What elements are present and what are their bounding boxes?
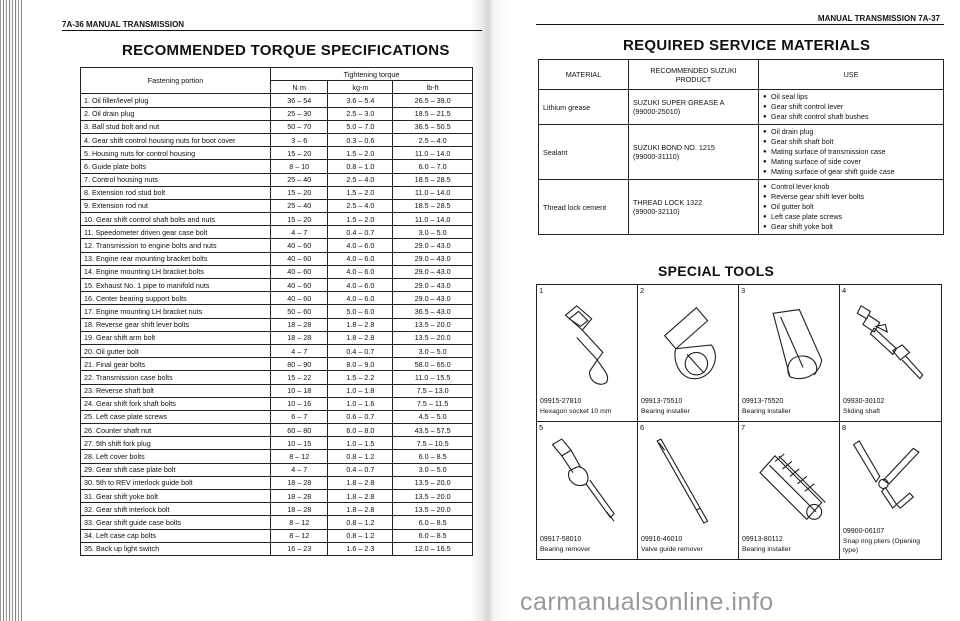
table-row: [81, 542, 473, 555]
fastening-portion-cell: 2. Oil drain plug: [81, 107, 271, 120]
torque-kgm-cell: 1.5 – 2.0: [328, 147, 393, 160]
fastening-portion-cell: 26. Counter shaft nut: [81, 424, 271, 437]
tool-cell: [739, 285, 840, 422]
fastening-portion-cell: 29. Gear shift case plate bolt: [81, 463, 271, 476]
table-row: [81, 199, 473, 212]
fastening-portion-cell: 31. Gear shift yoke bolt: [81, 490, 271, 503]
torque-lbft-cell: 12.0 – 16.5: [393, 542, 473, 555]
tool-number: 7: [741, 423, 746, 432]
torque-lbft-cell: 2.5 – 4.0: [393, 133, 473, 146]
material-cell: Sealant: [539, 125, 629, 180]
tool-part-number: 09913-75520: [742, 398, 784, 405]
product-code: (99000-32110): [633, 207, 680, 216]
torque-lbft-cell: 11.0 – 14.0: [393, 147, 473, 160]
tool-name: Hexagon socket 10 mm: [540, 408, 612, 415]
torque-lbft-cell: 13.5 – 20.0: [393, 331, 473, 344]
table-row: [81, 450, 473, 463]
fastening-portion-cell: 17. Engine mounting LH bracket nuts: [81, 305, 271, 318]
tool-name: Sliding shaft: [843, 408, 881, 415]
torque-lbft-cell: 3.0 – 5.0: [393, 226, 473, 239]
list-item: ● Gear shift yoke bolt: [763, 222, 939, 232]
header-rule: [536, 24, 944, 25]
torque-nm-cell: 18 – 28: [271, 503, 328, 516]
tool-cell: [537, 285, 638, 422]
torque-kgm-cell: 0.4 – 0.7: [328, 344, 393, 357]
tool-number: 8: [842, 423, 847, 432]
torque-kgm-cell: 0.8 – 1.2: [328, 516, 393, 529]
torque-lbft-cell: 29.0 – 43.0: [393, 292, 473, 305]
tool-part-number: 09930-30102: [843, 398, 885, 405]
list-item: ● Gear shift control shaft bushes: [763, 112, 939, 122]
torque-lbft-cell: 29.0 – 43.0: [393, 265, 473, 278]
fastening-portion-cell: 14. Engine mounting LH bracket bolts: [81, 265, 271, 278]
col-use-header: USE: [759, 60, 944, 90]
tool-number: 3: [741, 286, 746, 295]
torque-nm-cell: 50 – 60: [271, 305, 328, 318]
fastening-portion-cell: 25. Left case plate screws: [81, 410, 271, 423]
fastening-portion-cell: 22. Transmission case bolts: [81, 371, 271, 384]
torque-kgm-cell: 4.0 – 6.0: [328, 252, 393, 265]
torque-kgm-cell: 1.0 – 1.6: [328, 397, 393, 410]
list-item: ● Oil seal lips: [763, 92, 939, 102]
unit-nm-header: N·m: [271, 81, 328, 94]
list-item: ● Mating surface of gear shift guide case: [763, 167, 939, 177]
tool-cell: [840, 422, 941, 559]
table-row: [81, 160, 473, 173]
table-row: [81, 252, 473, 265]
torque-nm-cell: 18 – 28: [271, 331, 328, 344]
page-header-left: 7A-36 MANUAL TRANSMISSION: [62, 20, 185, 29]
table-row: [81, 503, 473, 516]
torque-lbft-cell: 11.0 – 15.5: [393, 371, 473, 384]
torque-lbft-cell: 4.5 – 5.0: [393, 410, 473, 423]
torque-nm-cell: 40 – 60: [271, 279, 328, 292]
table-row: [81, 424, 473, 437]
torque-lbft-cell: 11.0 – 14.0: [393, 186, 473, 199]
torque-lbft-cell: 6.0 – 8.5: [393, 450, 473, 463]
col-tightening-header: Tightening torque: [271, 68, 473, 81]
torque-kgm-cell: 4.0 – 6.0: [328, 265, 393, 278]
torque-lbft-cell: 58.0 – 65.0: [393, 358, 473, 371]
torque-nm-cell: 40 – 60: [271, 252, 328, 265]
page-header-right: MANUAL TRANSMISSION 7A-37: [817, 14, 940, 23]
torque-nm-cell: 15 – 20: [271, 147, 328, 160]
fastening-portion-cell: 9. Extension rod nut: [81, 199, 271, 212]
torque-nm-cell: 4 – 7: [271, 344, 328, 357]
table-row: [81, 410, 473, 423]
table-row: [539, 125, 944, 180]
fastening-portion-cell: 13. Engine rear mounting bracket bolts: [81, 252, 271, 265]
fastening-portion-cell: 28. Left cover bolts: [81, 450, 271, 463]
torque-kgm-cell: 0.4 – 0.7: [328, 463, 393, 476]
torque-lbft-cell: 43.5 – 57.5: [393, 424, 473, 437]
tool-cell: [739, 422, 840, 559]
tool-name: Bearing installer: [742, 408, 791, 415]
torque-nm-cell: 18 – 28: [271, 490, 328, 503]
torque-nm-cell: 25 – 40: [271, 173, 328, 186]
tool-part-number: 09915-27810: [540, 398, 582, 405]
page-gutter: [470, 0, 510, 621]
table-row: [81, 358, 473, 371]
use-list: [763, 127, 939, 177]
fastening-portion-cell: 16. Center bearing support bolts: [81, 292, 271, 305]
torque-kgm-cell: 1.0 – 1.5: [328, 437, 393, 450]
fastening-portion-cell: 8. Extension rod stud bolt: [81, 186, 271, 199]
torque-kgm-cell: 1.8 – 2.8: [328, 331, 393, 344]
torque-nm-cell: 10 – 15: [271, 437, 328, 450]
fastening-portion-cell: 7. Control housing nuts: [81, 173, 271, 186]
table-row: [81, 265, 473, 278]
tools-title: SPECIAL TOOLS: [658, 263, 775, 279]
torque-lbft-cell: 3.0 – 5.0: [393, 344, 473, 357]
list-item: ● Mating surface of side cover: [763, 157, 939, 167]
col-product-header: RECOMMENDED SUZUKI PRODUCT: [629, 60, 759, 90]
fastening-portion-cell: 10. Gear shift control shaft bolts and nuts: [81, 213, 271, 226]
torque-lbft-cell: 6.0 – 8.5: [393, 529, 473, 542]
torque-lbft-cell: 29.0 – 43.0: [393, 239, 473, 252]
left-page: [22, 0, 474, 621]
torque-lbft-cell: 7.5 – 10.5: [393, 437, 473, 450]
list-item: ● Oil drain plug: [763, 127, 939, 137]
torque-kgm-cell: 1.8 – 2.8: [328, 490, 393, 503]
torque-nm-cell: 8 – 12: [271, 516, 328, 529]
fastening-portion-cell: 15. Exhaust No. 1 pipe to manifold nuts: [81, 279, 271, 292]
torque-kgm-cell: 0.6 – 0.7: [328, 410, 393, 423]
use-list: [763, 182, 939, 232]
torque-nm-cell: 36 – 54: [271, 94, 328, 107]
torque-lbft-cell: 13.5 – 20.0: [393, 476, 473, 489]
tool-name: Valve guide remover: [641, 546, 703, 553]
tool-cell: [638, 285, 739, 422]
product-code: (99000-25010): [633, 107, 681, 116]
tool-number: 1: [539, 286, 544, 295]
torque-lbft-cell: 18.5 – 21.5: [393, 107, 473, 120]
torque-kgm-cell: 2.5 – 4.0: [328, 173, 393, 186]
fastening-portion-cell: 3. Ball stud bolt and nut: [81, 120, 271, 133]
fastening-portion-cell: 1. Oil filler/level plug: [81, 94, 271, 107]
use-cell: [759, 180, 944, 235]
material-cell: Lithium grease: [539, 90, 629, 125]
torque-nm-cell: 25 – 30: [271, 107, 328, 120]
torque-nm-cell: 40 – 60: [271, 292, 328, 305]
torque-kgm-cell: 1.8 – 2.8: [328, 503, 393, 516]
table-row: [81, 186, 473, 199]
torque-kgm-cell: 1.8 – 2.8: [328, 476, 393, 489]
product-name: SUZUKI SUPER GREASE A: [633, 98, 725, 107]
torque-kgm-cell: 1.5 – 2.0: [328, 213, 393, 226]
table-row: [81, 213, 473, 226]
list-item: ● Mating surface of transmission case: [763, 147, 939, 157]
fastening-portion-cell: 32. Gear shift interlock bolt: [81, 503, 271, 516]
table-row: [81, 437, 473, 450]
product-name: THREAD LOCK 1322: [633, 198, 703, 207]
torque-kgm-cell: 1.6 – 2.3: [328, 542, 393, 555]
table-row: [81, 94, 473, 107]
fastening-portion-cell: 20. Oil gutter bolt: [81, 344, 271, 357]
torque-nm-cell: 3 – 6: [271, 133, 328, 146]
table-row: [81, 133, 473, 146]
col-material-header: MATERIAL: [539, 60, 629, 90]
torque-kgm-cell: 1.5 – 2.2: [328, 371, 393, 384]
product-name: SUZUKI BOND NO. 1215: [633, 143, 715, 152]
torque-lbft-cell: 11.0 – 14.0: [393, 213, 473, 226]
table-row: [539, 180, 944, 235]
torque-lbft-cell: 6.0 – 8.5: [393, 516, 473, 529]
torque-nm-cell: 40 – 60: [271, 239, 328, 252]
torque-lbft-cell: 7.5 – 13.0: [393, 384, 473, 397]
torque-lbft-cell: 6.0 – 7.0: [393, 160, 473, 173]
materials-table: [538, 59, 944, 235]
torque-nm-cell: 15 – 20: [271, 213, 328, 226]
fastening-portion-cell: 30. 5th to REV interlock guide bolt: [81, 476, 271, 489]
fastening-portion-cell: 6. Guide plate bolts: [81, 160, 271, 173]
tool-cell: [840, 285, 941, 422]
col-fastening-header: Fastening portion: [81, 68, 271, 94]
torque-kgm-cell: 8.0 – 9.0: [328, 358, 393, 371]
table-row: [81, 318, 473, 331]
torque-nm-cell: 4 – 7: [271, 226, 328, 239]
list-item: ● Reverse gear shift lever bolts: [763, 192, 939, 202]
torque-kgm-cell: 0.8 – 1.0: [328, 160, 393, 173]
tool-part-number: 09900-06107: [843, 528, 885, 535]
torque-kgm-cell: 0.8 – 1.2: [328, 450, 393, 463]
table-row: [81, 463, 473, 476]
unit-kgm-header: kg-m: [328, 81, 393, 94]
torque-lbft-cell: 13.5 – 20.0: [393, 490, 473, 503]
torque-lbft-cell: 3.0 – 5.0: [393, 463, 473, 476]
table-row: [81, 397, 473, 410]
fastening-portion-cell: 5. Housing nuts for control housing: [81, 147, 271, 160]
table-row: [81, 371, 473, 384]
materials-title: REQUIRED SERVICE MATERIALS: [623, 37, 871, 54]
table-row: [81, 147, 473, 160]
torque-lbft-cell: 26.5 – 39.0: [393, 94, 473, 107]
torque-kgm-cell: 5.0 – 7.0: [328, 120, 393, 133]
fastening-portion-cell: 12. Transmission to engine bolts and nuts: [81, 239, 271, 252]
fastening-portion-cell: 23. Reverse shaft bolt: [81, 384, 271, 397]
torque-nm-cell: 18 – 28: [271, 476, 328, 489]
material-cell: Thread lock cement: [539, 180, 629, 235]
torque-nm-cell: 8 – 12: [271, 450, 328, 463]
fastening-portion-cell: 18. Reverse gear shift lever bolts: [81, 318, 271, 331]
tool-cell: [638, 422, 739, 559]
table-row: [81, 529, 473, 542]
fastening-portion-cell: 19. Gear shift arm bolt: [81, 331, 271, 344]
torque-lbft-cell: 7.5 – 11.5: [393, 397, 473, 410]
tool-part-number: 09913-75510: [641, 398, 683, 405]
tool-part-number: 09917-58010: [540, 536, 582, 543]
table-row: [81, 344, 473, 357]
torque-nm-cell: 16 – 23: [271, 542, 328, 555]
torque-nm-cell: 25 – 40: [271, 199, 328, 212]
product-cell: [629, 90, 759, 125]
list-item: ● Control lever knob: [763, 182, 939, 192]
table-row: [81, 279, 473, 292]
torque-lbft-cell: 36.5 – 50.5: [393, 120, 473, 133]
list-item: ● Oil gutter bolt: [763, 202, 939, 212]
tool-part-number: 09916-46010: [641, 536, 683, 543]
table-row: [81, 239, 473, 252]
torque-nm-cell: 15 – 20: [271, 186, 328, 199]
torque-nm-cell: 8 – 12: [271, 529, 328, 542]
table-row: [81, 476, 473, 489]
torque-nm-cell: 6 – 7: [271, 410, 328, 423]
tool-number: 6: [640, 423, 645, 432]
torque-kgm-cell: 1.5 – 2.0: [328, 186, 393, 199]
torque-nm-cell: 50 – 70: [271, 120, 328, 133]
torque-kgm-cell: 3.6 – 5.4: [328, 94, 393, 107]
table-row: [539, 90, 944, 125]
torque-nm-cell: 8 – 10: [271, 160, 328, 173]
torque-kgm-cell: 5.0 – 6.0: [328, 305, 393, 318]
table-row: [81, 305, 473, 318]
torque-nm-cell: 15 – 22: [271, 371, 328, 384]
torque-nm-cell: 4 – 7: [271, 463, 328, 476]
torque-lbft-cell: 13.5 – 20.0: [393, 318, 473, 331]
tool-name: Bearing remover: [540, 546, 591, 553]
torque-lbft-cell: 13.5 – 20.0: [393, 503, 473, 516]
table-row: [81, 173, 473, 186]
fastening-portion-cell: 21. Final gear bolts: [81, 358, 271, 371]
fastening-portion-cell: 4. Gear shift control housing nuts for boot cover: [81, 133, 271, 146]
table-row: [81, 292, 473, 305]
watermark: carmanualsonline.info: [520, 588, 774, 616]
torque-nm-cell: 60 – 80: [271, 424, 328, 437]
table-row: [81, 120, 473, 133]
torque-kgm-cell: 2.5 – 4.0: [328, 199, 393, 212]
torque-kgm-cell: 4.0 – 6.0: [328, 239, 393, 252]
list-item: ● Gear shift control lever: [763, 102, 939, 112]
product-cell: [629, 125, 759, 180]
header-rule: [62, 30, 482, 31]
torque-kgm-cell: 0.4 – 0.7: [328, 226, 393, 239]
torque-kgm-cell: 2.5 – 3.0: [328, 107, 393, 120]
table-row: [81, 331, 473, 344]
torque-kgm-cell: 0.8 – 1.2: [328, 529, 393, 542]
fastening-portion-cell: 24. Gear shift fork shaft bolts: [81, 397, 271, 410]
use-list: [763, 92, 939, 122]
torque-lbft-cell: 18.5 – 28.5: [393, 199, 473, 212]
list-item: ● Left case plate screws: [763, 212, 939, 222]
torque-kgm-cell: 1.8 – 2.8: [328, 318, 393, 331]
tool-name: Bearing installer: [742, 546, 791, 553]
torque-lbft-cell: 36.5 – 43.0: [393, 305, 473, 318]
fastening-portion-cell: 33. Gear shift guide case bolts: [81, 516, 271, 529]
torque-kgm-cell: 4.0 – 6.0: [328, 279, 393, 292]
tool-part-number: 09913-80112: [742, 536, 783, 543]
fastening-portion-cell: 27. 5th shift fork plug: [81, 437, 271, 450]
use-cell: [759, 90, 944, 125]
fastening-portion-cell: 11. Speedometer driven gear case bolt: [81, 226, 271, 239]
list-item: ● Gear shift shaft bolt: [763, 137, 939, 147]
product-code: (99000-31110): [633, 152, 680, 161]
tool-number: 5: [539, 423, 544, 432]
fastening-portion-cell: 34. Left case cap bolts: [81, 529, 271, 542]
torque-kgm-cell: 4.0 – 6.0: [328, 292, 393, 305]
tool-name: Snap ring pliers (Opening type): [843, 538, 921, 554]
product-cell: [629, 180, 759, 235]
scan-edge-artifact: [0, 0, 22, 621]
torque-kgm-cell: 6.0 – 8.0: [328, 424, 393, 437]
table-row: [81, 226, 473, 239]
torque-lbft-cell: 18.5 – 28.5: [393, 173, 473, 186]
torque-kgm-cell: 1.0 – 1.8: [328, 384, 393, 397]
torque-table: [80, 67, 473, 556]
torque-lbft-cell: 29.0 – 43.0: [393, 279, 473, 292]
unit-lbft-header: lb-ft: [393, 81, 473, 94]
torque-nm-cell: 10 – 18: [271, 384, 328, 397]
torque-nm-cell: 40 – 60: [271, 265, 328, 278]
torque-nm-cell: 10 – 16: [271, 397, 328, 410]
tool-number: 4: [842, 286, 847, 295]
table-row: [81, 516, 473, 529]
torque-lbft-cell: 29.0 – 43.0: [393, 252, 473, 265]
right-page: [508, 0, 948, 621]
torque-nm-cell: 80 – 90: [271, 358, 328, 371]
torque-kgm-cell: 0.3 – 0.6: [328, 133, 393, 146]
special-tools-grid: [536, 284, 942, 560]
torque-title: RECOMMENDED TORQUE SPECIFICATIONS: [122, 42, 450, 59]
tool-cell: [537, 422, 638, 559]
torque-nm-cell: 18 – 28: [271, 318, 328, 331]
fastening-portion-cell: 35. Back up light switch: [81, 542, 271, 555]
tool-number: 2: [640, 286, 645, 295]
table-row: [81, 107, 473, 120]
table-row: [81, 384, 473, 397]
tool-name: Bearing installer: [641, 408, 690, 415]
table-row: [81, 490, 473, 503]
use-cell: [759, 125, 944, 180]
